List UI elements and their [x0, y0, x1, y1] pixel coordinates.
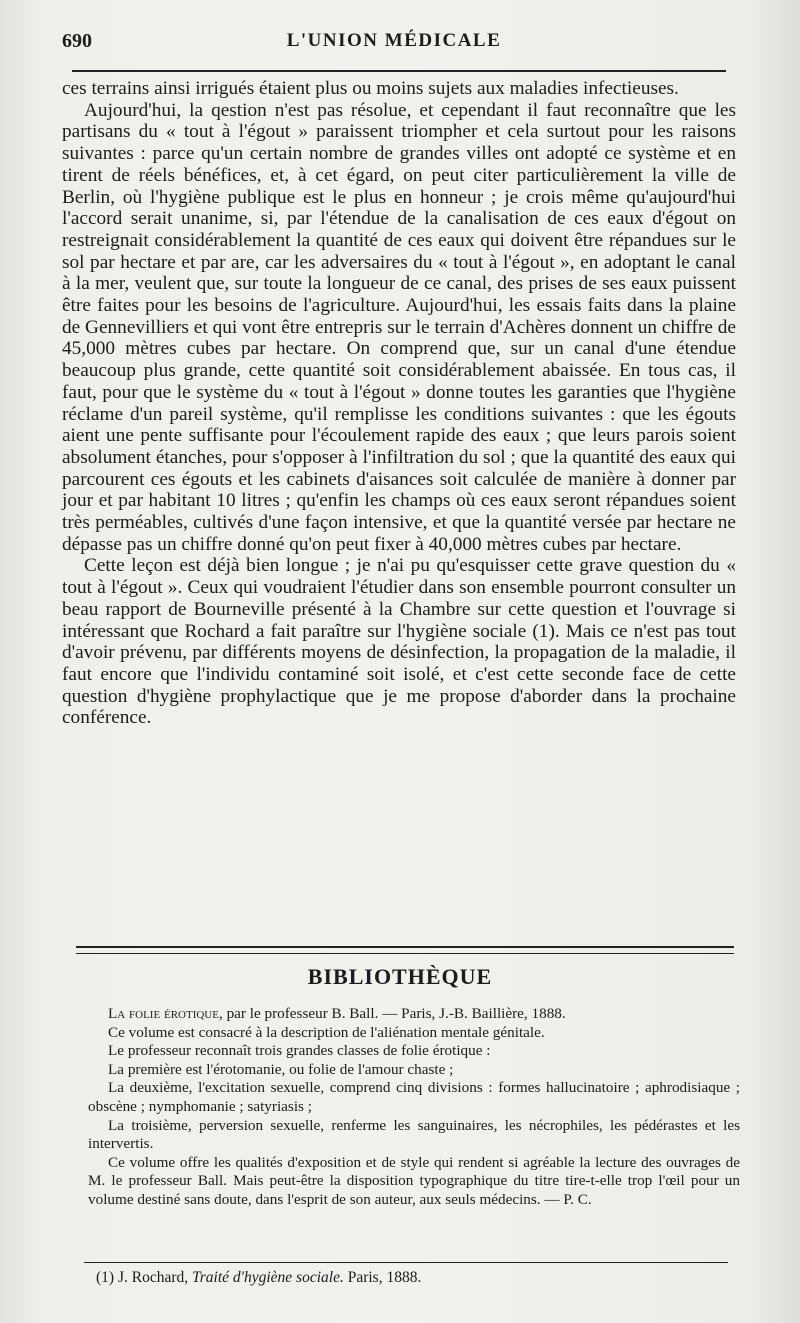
book-review: [88, 1005, 740, 1210]
footnote-marker: (1) J. Rochard,: [96, 1269, 189, 1286]
footnote-place-date: Paris, 1888.: [347, 1269, 422, 1286]
review-paragraph: Ce volume offre les qualités d'exposition et de style qui rendent si agréable la lecture des ouvrages de M. le professeur Ball. Mais peut-être la disposition typographique du titre tire-t-elle trop l'œil pour un volume destiné sans doute, dans l'esprit de son auteur, aux seuls médecins. — P. C.: [88, 1153, 740, 1208]
footnote: [96, 1268, 736, 1288]
running-title: L'UNION MÉDICALE: [286, 30, 502, 51]
review-paragraph: La troisième, perversion sexuelle, renferme les sanguinaires, les nécrophiles, les pédérastes et les intervertis.: [88, 1116, 740, 1153]
book-title: La folie érotique: [108, 1005, 219, 1022]
paragraph-continuation: ces terrains ainsi irrigués étaient plus ou moins sujets aux maladies infectieuses.: [62, 78, 679, 99]
page-number: 690: [62, 30, 92, 52]
review-paragraph: La première est l'érotomanie, ou folie de l'amour chaste ;: [108, 1060, 454, 1078]
book-publication: , par le professeur B. Ball. — Paris, J.-B. Baillière, 1888.: [218, 1005, 566, 1022]
page-header: [62, 30, 726, 60]
review-paragraph: Le professeur reconnaît trois grandes classes de folie érotique :: [108, 1042, 491, 1060]
review-citation: [88, 1005, 740, 1024]
article-body: [62, 78, 736, 729]
section-title-bibliotheque: BIBLIOTHÈQUE: [307, 964, 493, 989]
footnote-rule: [84, 1262, 728, 1263]
header-rule: [72, 70, 726, 72]
paragraph-conclusion: Cette leçon est déjà bien longue ; je n'ai pu qu'esquisser cette grave question du « tout à l'égout ». Ceux qui voudraient l'étudier dans son ensemble pourront consulter un beau rapport de Bourneville présenté à la Chambre sur cette question et l'ouvrage si intéressant que Rochard a fait paraître sur l'hygiène sociale (1). Mais ce n'est pas tout d'avoir prévenu, par différents moyens de désinfection, la propagation de la maladie, il faut encore que l'individu contaminé soit isolé, et c'est cette seconde face de cette question d'hygiène prophylactique que je me propose d'aborder dans la prochaine conférence.: [62, 555, 736, 729]
review-paragraph: Ce volume est consacré à la description de l'aliénation mentale génitale.: [108, 1023, 545, 1041]
paragraph-tout-a-l-egout: Aujourd'hui, la qestion n'est pas résolue, et cependant il faut reconnaître que les partisans du « tout à l'égout » paraissent triompher et cela surtout pour les raisons suivantes : parce qu'un certain nombre de grandes villes ont adopté ce système et en tirent de réels bénéfices, et, à cet égard, on peut citer particulièrement la ville de Berlin, où l'hygiène publique est le plus en honneur ; je crois même qu'aujourd'hui l'accord serait unanime, si, par l'étendue de la canalisation de ces eaux d'égout on restreignait considérablement la quantité de ces eaux qui doivent être répandues sur le sol par hectare et par are, car les adversaires du « tout à l'égout », en adoptant le canal à la mer, veulent que, sur toute la longueur de ce canal, des prises de ses eaux puissent être faites pour les besoins de l'agriculture. Aujourd'hui, les essais faits dans la plaine de Gennevilliers et qui vont être entrepris sur le terrain d'Achères donnent un chiffre de 45,000 mètres cubes par hectare. On comprend que, sur un canal d'une étendue beaucoup plus grande, cette quantité soit considérablement abaissée. En tous cas, il faut, pour que le système du « tout à l'égout » donne toutes les garanties que l'hygiène réclame d'un pareil système, qu'il remplisse les conditions suivantes : que les égouts aient une pente suffisante pour l'écoulement rapide des eaux ; que leurs parois soient absolument étanches, pour s'opposer à l'infiltration du sol ; que la quantité des eaux qui parcourent ces égouts et les cabinets d'aisances soit calculée de manière à donner par jour et par habitant 10 litres ; qu'enfin les champs où ces eaux seront répandues soient très perméables, cultivés d'une façon intensive, et que la quantité versée par hectare ne dépasse pas un chiffre donné qu'on peut fixer à 40,000 mètres cubes par hectare.: [62, 99, 736, 555]
section-divider: [76, 946, 734, 954]
review-paragraph: La deuxième, l'excitation sexuelle, comprend cinq divisions : formes hallucinatoire ; aphrodisiaque ; obscène ; nymphomanie ; satyriasis ;: [88, 1079, 740, 1115]
footnote-title: Traité d'hygiène sociale.: [192, 1269, 344, 1286]
